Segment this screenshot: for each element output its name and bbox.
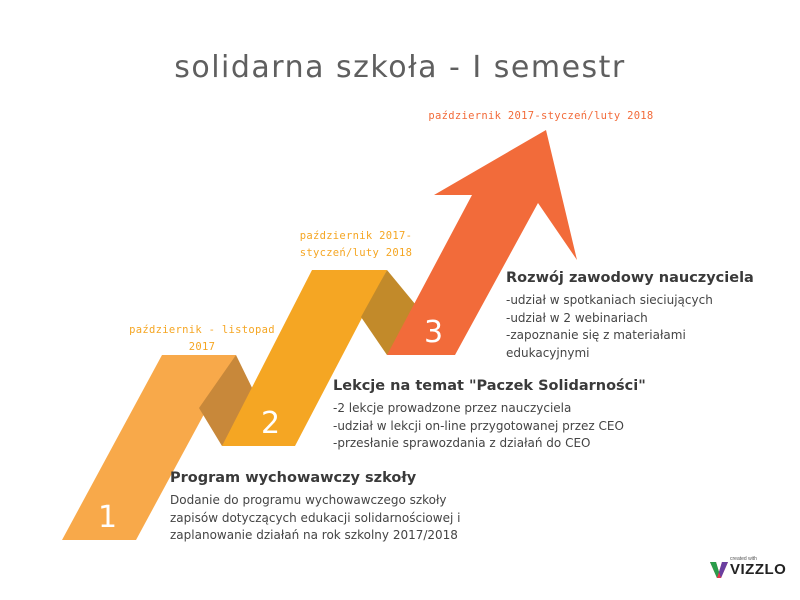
step-1-date [122,322,282,356]
step-2-line-3: -przesłanie sprawozdania z działań do CEO [333,436,591,450]
page-title: solidarna szkoła - I semestr [174,50,626,85]
step-3-description [506,270,754,362]
step-1-number: 1 [98,500,118,535]
step-2-date [282,228,430,262]
step-2-date-line-2: styczeń/luty 2018 [299,247,413,259]
branding-tagline: created with [730,556,757,562]
step-1-description [170,470,460,545]
vizzlo-branding[interactable] [710,556,792,582]
step-3-date [425,108,657,125]
step-1-line-3: zaplanowanie działań na rok szkolny 2017/2018 [170,528,458,542]
step-3-heading: Rozwój zawodowy nauczyciela [506,270,754,286]
vizzlo-logo-icon [710,560,728,578]
step-1-line-1: Dodanie do programu wychowawczego szkoły [170,493,447,507]
step-1-heading: Program wychowawczy szkoły [170,470,417,486]
step-1-date-line-1: październik - listopad [129,324,275,336]
step-3-line-3: -zapoznanie się z materiałami [506,328,686,342]
step-2-heading: Lekcje na temat "Paczek Solidarności" [333,378,646,394]
step-3-line-2: -udział w 2 webinariach [506,310,648,325]
step-2-date-line-1: październik 2017- [299,230,413,242]
step-3-number: 3 [424,315,444,350]
step-3-line-1: -udział w spotkaniach sieciujących [506,293,713,307]
step-3-line-4: edukacyjnymi [506,345,590,360]
step-2-description [333,378,646,453]
step-3-date-line-1: październik 2017-styczeń/luty 2018 [428,110,654,122]
step-1-line-2: zapisów dotyczących edukacji solidarnościowej i [170,510,461,525]
step-1-date-line-2: 2017 [188,341,216,353]
step-2-line-2: -udział w lekcji on-line przygotowanej przez CEO [333,418,624,433]
step-2-line-1: -2 lekcje prowadzone przez nauczyciela [333,401,572,415]
branding-name: VIZZLO [730,561,787,578]
step-2-number: 2 [261,406,281,441]
